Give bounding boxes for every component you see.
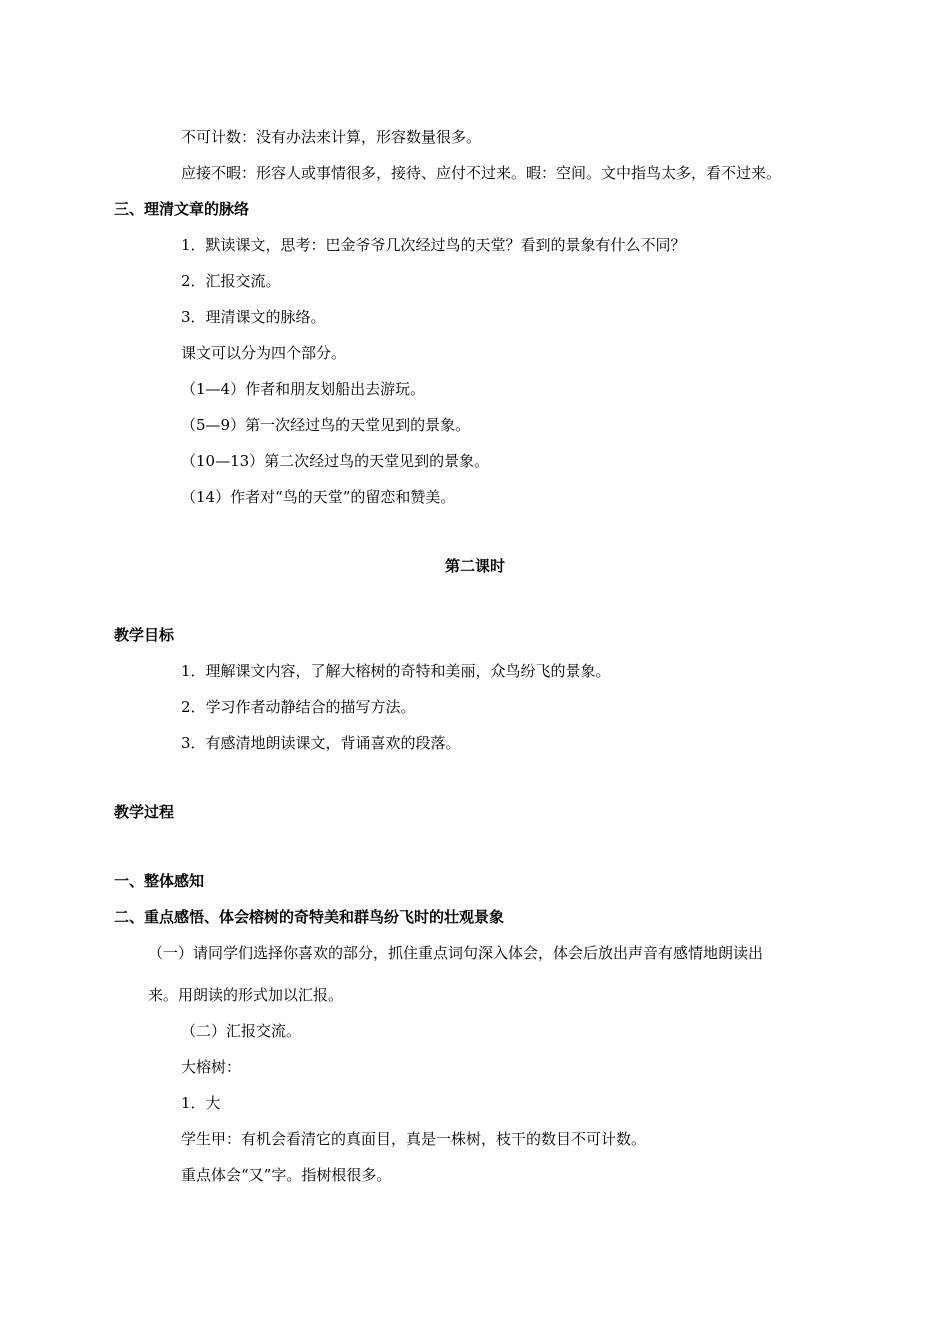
- step-1-heading: 一、整体感知: [114, 872, 205, 890]
- section3-part-1: （1—4）作者和朋友划船出去游玩。: [181, 380, 426, 398]
- section3-part-2: （5—9）第一次经过鸟的天堂见到的景象。: [181, 416, 471, 434]
- section3-step-2: 2．汇报交流。: [181, 272, 281, 290]
- vocab-item-1: 不可计数：没有办法来计算，形容数量很多。: [181, 128, 482, 146]
- section3-step-1: 1．默读课文，思考：巴金爷爷几次经过鸟的天堂？看到的景象有什么不同？: [181, 236, 686, 254]
- section3-step-3: 3．理清课文的脉络。: [181, 308, 326, 326]
- focus-note: 重点体会“又”字。指树根很多。: [181, 1166, 392, 1184]
- subsection-2: （二）汇报交流。: [181, 1022, 302, 1040]
- goal-1: 1．理解课文内容，了解大榕树的奇特和美丽，众鸟纷飞的景象。: [181, 662, 611, 680]
- goal-2: 2．学习作者动静结合的描写方法。: [181, 698, 416, 716]
- step-2-heading: 二、重点感悟、体会榕树的奇特美和群鸟纷飞时的壮观景象: [114, 908, 505, 926]
- point-1: 1．大: [181, 1094, 221, 1112]
- section3-part-4: （14）作者对“鸟的天堂”的留恋和赞美。: [181, 488, 456, 506]
- paragraph-1-line-2: 来。用朗读的形式加以汇报。: [148, 986, 344, 1004]
- section3-part-3: （10—13）第二次经过鸟的天堂见到的景象。: [181, 452, 490, 470]
- section3-intro: 课文可以分为四个部分。: [181, 344, 347, 362]
- lesson-title: 第二课时: [444, 557, 505, 575]
- section-heading-3: 三、理清文章的脉络: [114, 200, 250, 218]
- goals-heading: 教学目标: [114, 626, 175, 644]
- vocab-item-2: 应接不暇：形容人或事情很多，接待、应付不过来。暇：空间。文中指鸟太多，看不过来。: [181, 164, 782, 182]
- student-answer: 学生甲：有机会看清它的真面目，真是一株树，枝干的数目不可计数。: [181, 1130, 647, 1148]
- process-heading: 教学过程: [114, 803, 175, 821]
- goal-3: 3．有感清地朗读课文，背诵喜欢的段落。: [181, 734, 461, 752]
- banyan-label: 大榕树：: [181, 1058, 242, 1076]
- paragraph-1-line-1: （一）请同学们选择你喜欢的部分，抓住重点词句深入体会，体会后放出声音有感情地朗读出: [148, 944, 764, 962]
